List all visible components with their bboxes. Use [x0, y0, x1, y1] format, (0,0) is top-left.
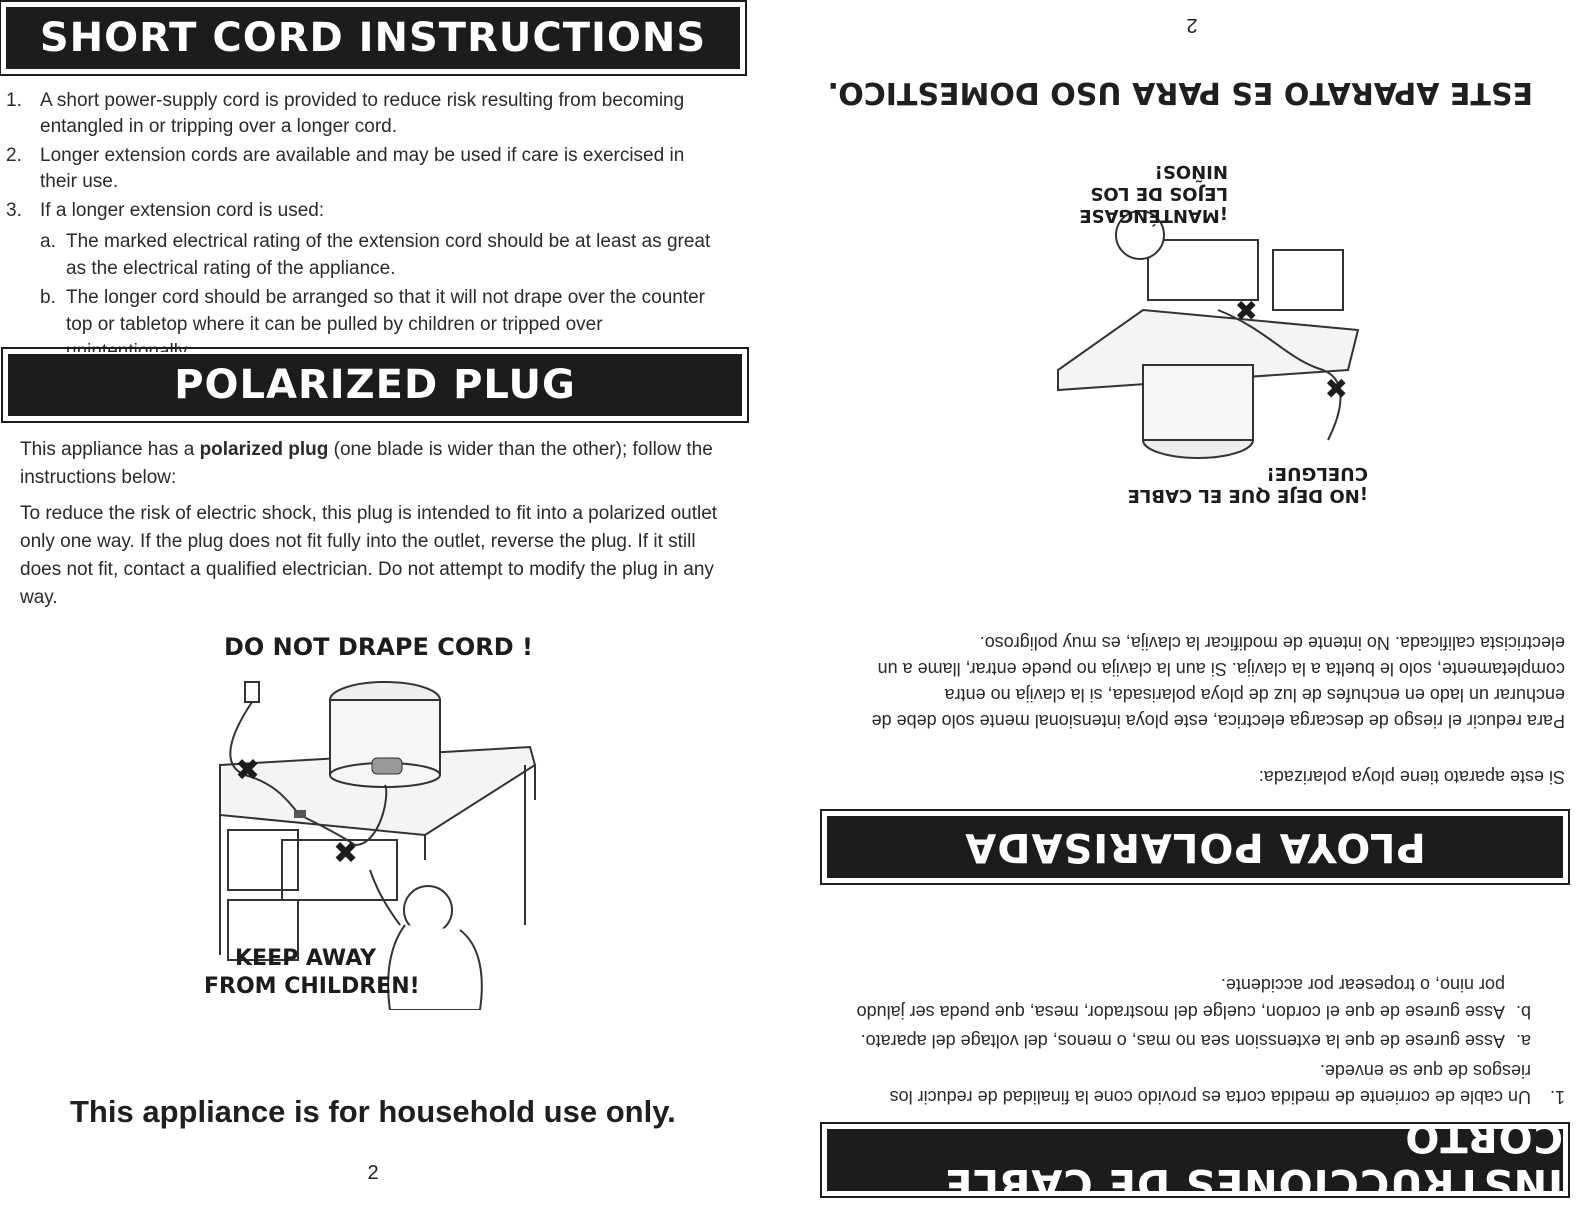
list-text: Asse gurese de que el cordon, cuelge del mostrador, mesa, que pueda ser jaludo por nino, o tropesear por accidente. [856, 975, 1505, 1022]
page-number-es: 2 [1186, 14, 1198, 36]
svg-text:✖: ✖ [1234, 293, 1258, 326]
list-item [6, 198, 726, 365]
svg-text:✖: ✖ [235, 753, 261, 788]
intro-bold-text: polarized plug [199, 439, 329, 460]
illustration-bottom-caption-line2-es: LEJOS DE LOS [1090, 183, 1228, 204]
sub-list-item [845, 971, 1531, 1025]
illustration-top-caption-line1-es: ¡NO DEJE QUE EL CABLE [1127, 485, 1368, 506]
do-not-drape-illustration [190, 625, 560, 1010]
list-number: 3. [6, 200, 22, 221]
list-letter: a. [40, 231, 56, 252]
short-cord-list [6, 88, 726, 368]
short-cord-list-es [845, 968, 1565, 1110]
polarized-body-es: Para reducir el riesgo de descarga electrica, este ploya intensional mente solo debe de enchurar un lado en enchufes de luz de ploya polarisada, si la clavija no entra completamente, solo le buelta a la clavija. Si aun la clavija no puede entrar, llame a un electricista calificada. No intente de modificar la clavija, es muy poligroso. [871, 633, 1565, 731]
list-text: Asse gurese de que la extenssion sea no mas, o menos, del voltage del aparato. [860, 1031, 1505, 1051]
list-item [6, 143, 726, 195]
list-item [845, 971, 1565, 1110]
list-letter: b. [40, 287, 56, 308]
polarized-plug-text [20, 436, 725, 612]
household-use-note-es: ESTE APARATO ES PARA USO DOMESTICO. [827, 75, 1533, 110]
list-letter: b. [1515, 1002, 1531, 1022]
polarized-plug-title-es: PLOYA POLARISADA [825, 814, 1565, 880]
polarized-plug-text-es [845, 630, 1565, 790]
polarized-plug-title: POLARIZED PLUG [6, 352, 744, 418]
list-letter: a. [1515, 1031, 1531, 1051]
spanish-page [789, 0, 1578, 1206]
list-number: 1. [6, 90, 22, 111]
illustration-bottom-caption-line2: FROM CHILDREN! [204, 974, 420, 999]
list-number: 2. [6, 145, 22, 166]
list-text: Un cable de corriente de medida corta es provido cone la finalidad de reducir los riesgos de que se envede. [889, 1061, 1531, 1107]
english-page [0, 0, 789, 1200]
polarized-body: To reduce the risk of electric shock, this plug is intended to fit into a polarized outlet only one way. If the plug does not fit fully into the outlet, reverse the plug. If it still does not fit, contact a qualified electrician. Do not attempt to modify the plug in any way. [20, 503, 718, 608]
svg-text:✖: ✖ [1324, 371, 1348, 404]
illustration-bottom-caption-line1: KEEP AWAY [235, 946, 377, 971]
illustration-bottom-caption-line3-es: NIÑOS! [1154, 161, 1228, 182]
household-use-note: This appliance is for household use only. [70, 1094, 676, 1129]
intro-text-end: (one blade is wider than the other); follow the instructions below: [20, 439, 713, 488]
do-not-drape-illustration-es [1018, 160, 1378, 520]
illustration-bottom-caption-line1-es: ¡MANTÉNGASE [1079, 205, 1228, 226]
sub-list-item [40, 228, 726, 282]
list-text: The longer cord should be arranged so that it will not drape over the counter top or tabletop where it can be pulled by children or tripped over [66, 287, 705, 335]
svg-text:✖: ✖ [333, 836, 359, 871]
polarized-intro-es: Si este aparato tiene ploya polarizada: [1258, 767, 1565, 787]
sub-list-item [845, 1027, 1531, 1054]
list-number: 1. [1549, 1087, 1565, 1107]
illustration-top-caption: DO NOT DRAPE CORD ! [224, 633, 533, 661]
short-cord-title: SHORT CORD INSTRUCTIONS [4, 5, 742, 71]
page-number: 2 [367, 1162, 379, 1184]
list-item [6, 88, 726, 140]
list-text: The marked electrical rating of the extension cord should be at least as great as the electrical rating of the appliance. [66, 231, 711, 279]
intro-text: This appliance has a [20, 439, 200, 460]
polarized-intro [20, 436, 725, 492]
list-text: If a longer extension cord is used: [40, 200, 325, 221]
list-text: Longer extension cords are available and may be used if care is exercised in their use. [40, 145, 685, 192]
list-text: A short power-supply cord is provided to reduce risk resulting from becoming entangled in or tripping over a longer cord. [40, 90, 685, 137]
short-cord-title-es: INSTRUCCIONES DE CABLE CORTO [825, 1127, 1565, 1193]
illustration-top-caption-line2-es: CUELGUE! [1266, 463, 1368, 484]
